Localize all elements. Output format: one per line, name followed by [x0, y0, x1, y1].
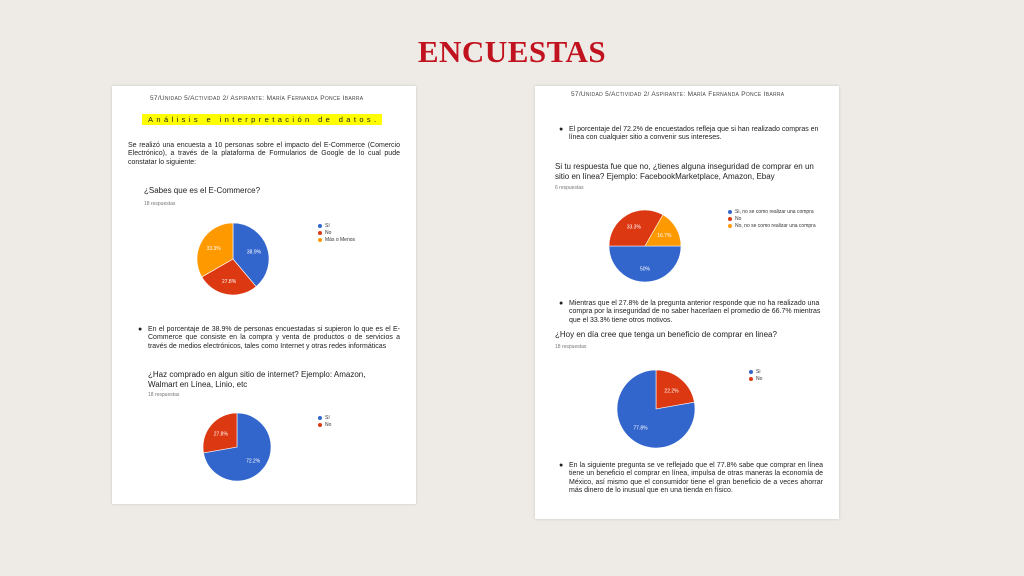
legend-label: No, no se como realizar una compra [735, 222, 816, 229]
response-count-2: 18 respuestas [148, 392, 180, 398]
legend-q1 [318, 222, 355, 243]
pie-slice-label: 72.2% [246, 458, 261, 465]
bullet-icon: ● [559, 300, 564, 307]
question-1: ¿Sabes que es el E-Commerce? [144, 186, 261, 195]
pie-slice-label: 50% [639, 266, 651, 273]
note-paragraph-1: En el porcentaje de 38.9% de personas encuestadas si supieron lo que es el E-Commerce que consiste en la compra y venta de productos o de servicios a través de medios electrónicos, tales como Internet y otras redes informáticas [148, 326, 400, 350]
pie-chart-q4 [616, 369, 696, 449]
legend-swatch [728, 210, 732, 214]
response-count-1: 18 respuestas [144, 201, 176, 207]
legend-label: Sí [325, 222, 330, 229]
pie-slice-label: 33.3% [206, 245, 221, 252]
highlighted-heading: Análisis e interpretación de datos. [142, 114, 382, 125]
note-paragraph-3: En la siguiente pregunta se ve reflejado que el 77.8% sabe que comprar en línea tiene un beneficio el comprar en línea, impulsa de otras maneras la economía de México, así mismo que el consumidor tiene el gran beneficio de a veces ahorrar más dinero de lo inusual que en una tienda en físico. [569, 462, 823, 495]
legend-q3 [728, 208, 816, 229]
pie-slice [609, 246, 681, 282]
page-header: 57/Unidad 5/Actividad 2/ Aspirante: María Fernanda Ponce Ibarra [571, 91, 785, 98]
pie-chart-q1 [196, 222, 270, 296]
legend-swatch [728, 224, 732, 228]
pie-chart-q3 [608, 209, 682, 283]
legend-item [318, 222, 355, 229]
legend-swatch [318, 416, 322, 420]
pie-slice-label: 77.8% [633, 425, 648, 432]
pie-slice-label: 27.8% [221, 278, 237, 285]
pie-slice-label: 16.7% [657, 232, 672, 239]
legend-q4 [749, 368, 762, 382]
bullet-icon: ● [559, 462, 564, 469]
bullet-icon: ● [559, 126, 564, 133]
legend-item [318, 421, 331, 428]
legend-item [749, 368, 762, 375]
page-header: 57/Unidad 5/Actividad 2/ Aspirante: María Fernanda Ponce Ibarra [150, 95, 364, 102]
pie-slice-label: 22.2% [664, 388, 679, 395]
legend-q2 [318, 414, 331, 428]
pie-slice-label: 38.9% [246, 249, 262, 256]
legend-item [318, 229, 355, 236]
legend-swatch [318, 231, 322, 235]
legend-label: Más o Menos [325, 236, 356, 243]
legend-item [728, 215, 816, 222]
slide-title: ENCUESTAS [417, 34, 607, 69]
legend-swatch [749, 377, 753, 381]
response-count-4: 18 respuestas [555, 344, 587, 350]
legend-swatch [728, 217, 732, 221]
question-3: Si tu respuesta fue que no, ¿tienes alguna inseguridad de comprar en un sitio en línea? Ejemplo: FacebookMarketplace, Amazon, Ebay [555, 162, 814, 181]
bullet-icon: ● [138, 326, 143, 333]
legend-item [318, 236, 355, 243]
legend-label: No [756, 375, 763, 382]
response-count-3: 6 respuestas [555, 185, 584, 191]
legend-label: No [325, 229, 332, 236]
legend-item [318, 414, 331, 421]
legend-item [728, 208, 816, 215]
legend-swatch [318, 224, 322, 228]
legend-label: Si, no se como realizar una compra [735, 208, 814, 215]
legend-item [728, 222, 816, 229]
note-paragraph-2: Mientras que el 27.8% de la pregunta anterior responde que no ha realizado una compra por la inseguridad de no saber hacerlaen el promedio de 66.7% mientras que el 33.3% tiene otros motivos. [569, 300, 821, 324]
legend-label: No [735, 215, 742, 222]
pie-chart-q2 [202, 412, 272, 482]
legend-label: Sí [325, 414, 330, 421]
legend-swatch [749, 370, 753, 374]
document-page-left [112, 86, 416, 504]
note-paragraph-1: El porcentaje del 72.2% de encuestados refleja que si han realizado compras en línea con cualquier sitio a convenir sus intereses. [569, 126, 819, 142]
legend-swatch [318, 423, 322, 427]
legend-swatch [318, 238, 322, 242]
question-4: ¿Hoy en día cree que tenga un beneficio de comprar en linea? [555, 330, 777, 339]
legend-label: No [325, 421, 332, 428]
question-2: ¿Haz comprado en algun sitio de internet? Ejemplo: Amazon, Walmart en Línea, Linio, etc [148, 370, 366, 389]
intro-paragraph: Se realizó una encuesta a 10 personas sobre el impacto del E-Commerce (Comercio Electrónico), a través de la plataforma de Formularios de Google de lo cual pude constatar lo siguiente: [128, 142, 400, 166]
document-page-right [535, 86, 839, 519]
pie-slice-label: 33.3% [626, 224, 641, 231]
pie-slice-label: 27.8% [213, 431, 228, 438]
legend-item [749, 375, 762, 382]
legend-label: Si [756, 368, 761, 375]
